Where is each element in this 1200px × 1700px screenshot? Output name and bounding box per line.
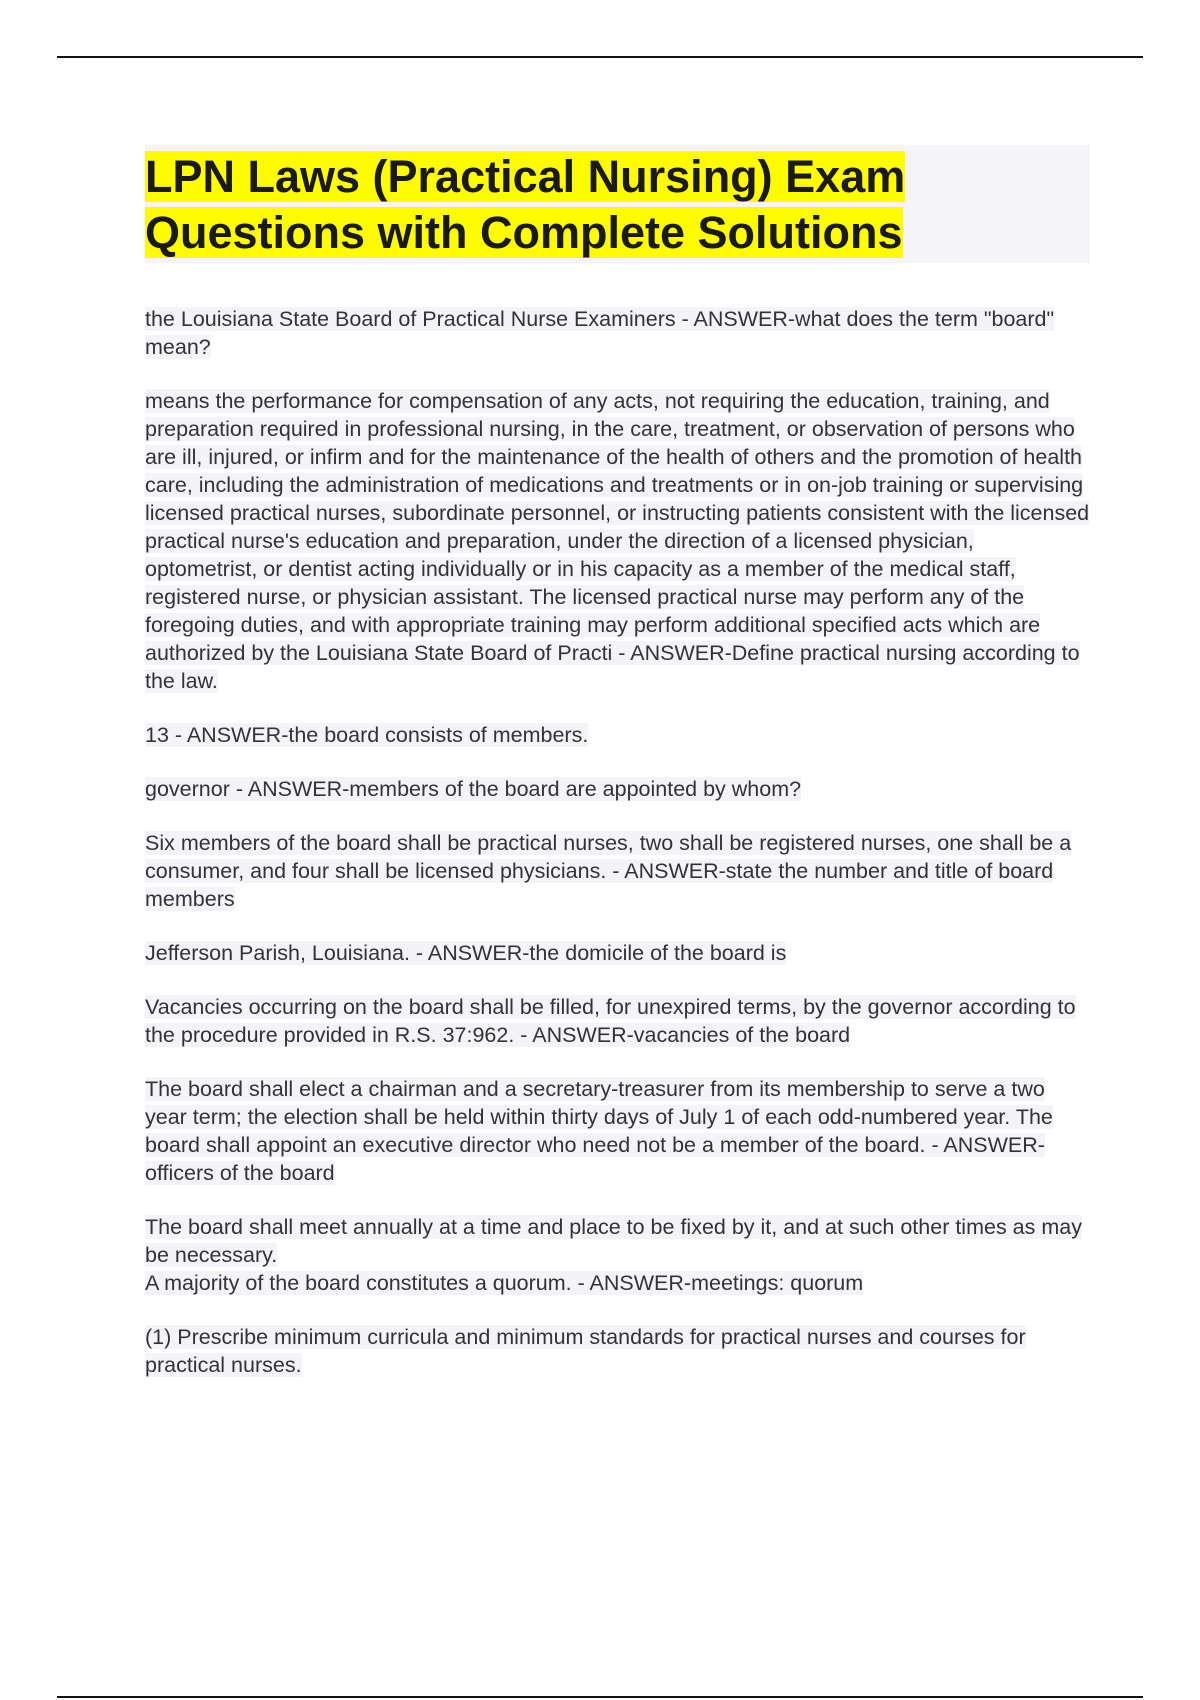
qa-text: Vacancies occurring on the board shall be filled, for unexpired terms, by the governor according to the procedure provided in R.S. 37:962. - ANSWER-vacancies of the board — [145, 995, 1076, 1047]
document-title — [145, 149, 1090, 261]
qa-entry — [145, 721, 1090, 749]
qa-entry — [145, 1075, 1090, 1187]
qa-text: (1) Prescribe minimum curricula and minimum standards for practical nurses and courses for practical nurses. — [145, 1325, 1026, 1377]
qa-text: 13 - ANSWER-the board consists of members. — [145, 723, 589, 747]
top-rule — [57, 56, 1143, 58]
bottom-rule — [57, 1696, 1143, 1698]
qa-entry — [145, 1213, 1090, 1297]
qa-entry — [145, 939, 1090, 967]
qa-text: The board shall meet annually at a time and place to be fixed by it, and at such other times as may be necessary. A majority of the board constitutes a quorum. - ANSWER-meetings: quorum — [145, 1215, 1082, 1295]
title-highlight: LPN Laws (Practical Nursing) Exam Questions with Complete Solutions — [145, 151, 906, 258]
qa-entry — [145, 993, 1090, 1049]
qa-entry — [145, 387, 1090, 695]
qa-entry — [145, 305, 1090, 361]
qa-list — [145, 305, 1090, 1379]
qa-text: governor - ANSWER-members of the board are appointed by whom? — [145, 777, 802, 801]
qa-entry — [145, 775, 1090, 803]
qa-entry — [145, 1323, 1090, 1379]
title-block — [145, 145, 1090, 263]
qa-text: Six members of the board shall be practical nurses, two shall be registered nurses, one shall be a consumer, and four shall be licensed physicians. - ANSWER-state the number and title of board members — [145, 831, 1072, 911]
qa-text: the Louisiana State Board of Practical Nurse Examiners - ANSWER-what does the term "board" mean? — [145, 307, 1055, 359]
qa-text: means the performance for compensation of any acts, not requiring the education, training, and preparation required in professional nursing, in the care, treatment, or observation of persons who are ill, injured, or infirm and for the maintenance of the health of others and the promotion of health care, including the administration of medications and treatments or in on-job training or supervising licensed practical nurses, subordinate personnel, or instructing patients consistent with the licensed practical nurse's education and preparation, under the direction of a licensed physician, optometrist, or dentist acting individually or in his capacity as a member of the medical staff, registered nurse, or physician assistant. The licensed practical nurse may perform any of the foregoing duties, and with appropriate training may perform additional specified acts which are authorized by the Louisiana State Board of Practi - ANSWER-Define practical nursing according to the law. — [145, 389, 1090, 693]
qa-entry — [145, 829, 1090, 913]
qa-text: Jefferson Parish, Louisiana. - ANSWER-the domicile of the board is — [145, 941, 787, 965]
qa-text: The board shall elect a chairman and a secretary-treasurer from its membership to serve a two year term; the election shall be held within thirty days of July 1 of each odd-numbered year. The board shall appoint an executive director who need not be a member of the board. - ANSWER-officers of the board — [145, 1077, 1053, 1185]
document-page — [145, 145, 1090, 1405]
